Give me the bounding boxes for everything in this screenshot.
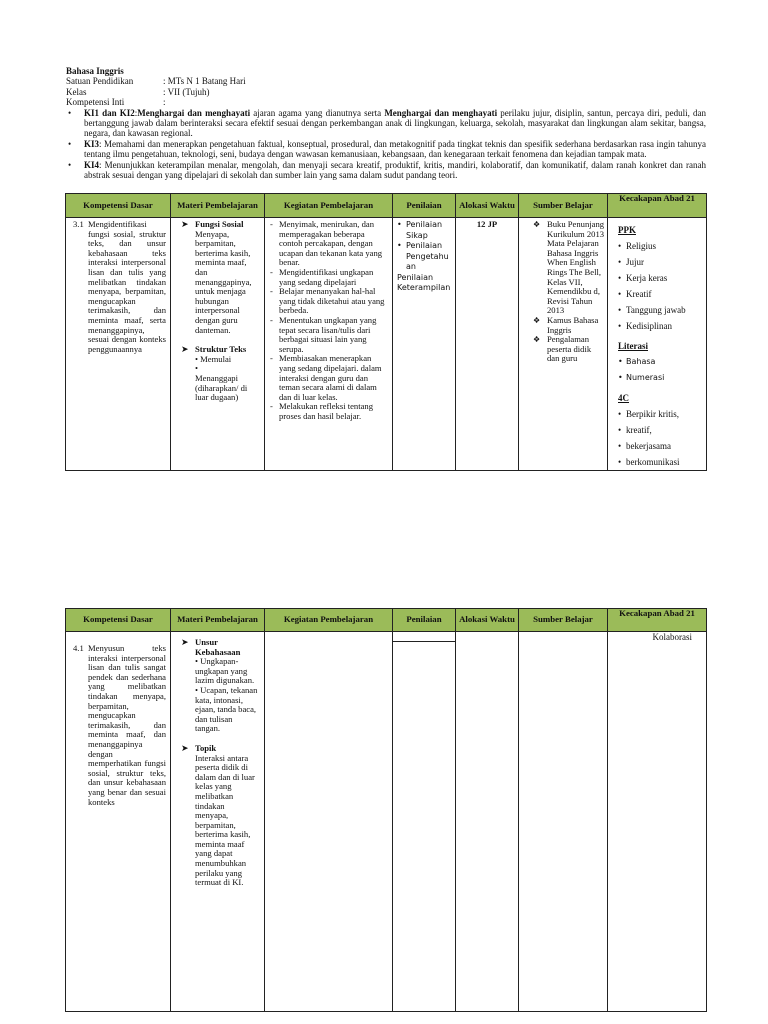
list-item: • Kedisiplinan	[618, 318, 704, 334]
list-item: ❖ Buku Penunjang Kurikulum 2013 Mata Pelajaran Bahasa Inggris When English Rings The Bell, Kelas VII, Kemendikbu d, Revisi Tahun 2013	[533, 220, 605, 316]
arrow-right-icon: ➤	[181, 219, 189, 229]
kd-text: Mengidentifikasi fungsi sosial, struktur teks, dan unsur kebahasaan teks interaksi interpersonal lisan dan tulis yang melibatkan tindakan menyapa, berpamitan, mengucapkan terimakasih, dan meminta maaf, serta menanggapinya, sesuai dengan konteks penggunaannya	[88, 219, 166, 354]
list-item: • Kreatif	[618, 286, 704, 302]
field-label: Kompetensi Inti	[66, 97, 125, 108]
list-item: - Menyimak, menirukan, dan memperagakan beberapa contoh percakapan, dengan ucapan dan tekanan kata yang benar.	[270, 220, 388, 268]
alokasi-cell	[456, 632, 519, 1012]
materi-block	[181, 742, 258, 888]
subject-title: Bahasa Inggris	[66, 66, 124, 76]
sumber-cell	[519, 218, 608, 471]
col-penilaian: Penilaian	[393, 609, 456, 632]
penilaian-cell	[393, 632, 456, 1012]
kd-cell	[66, 218, 171, 471]
col-sumber: Sumber Belajar	[519, 194, 608, 218]
penilaian-cell	[393, 218, 456, 471]
list-item: • Penilaian Pengetahu an	[397, 241, 453, 273]
field-label: Kelas	[66, 86, 87, 97]
field-kelas	[66, 87, 706, 97]
table-header-row	[66, 194, 707, 218]
col-materi: Materi Pembelajaran	[171, 609, 265, 632]
field-satuan	[66, 76, 706, 86]
field-value: :	[163, 97, 166, 108]
list-item: • berkomunikasi	[618, 454, 704, 470]
list-item: • Bahasa	[618, 354, 704, 370]
materi-body: • Memulai • Menanggapi (diharapkan/ di luar dugaan)	[195, 353, 248, 403]
materi-cell	[171, 632, 265, 1012]
list-item: - Belajar menanyakan hal-hal yang tidak diketahui atau yang berbeda.	[270, 287, 388, 316]
col-alokasi: Alokasi Waktu	[456, 609, 519, 632]
ki-item-1: • KI1 dan KI2:Menghargai dan menghayati ajaran agama yang dianutnya serta Menghargai dan menghayati perilaku jujur, disiplin, santun, percaya diri, peduli, dan bertanggung jawab dalam berinteraksi secara efektif sesuai dengan perkembangan anak di lingkungan, keluarga, sekolah, masyarakat dan lingkungan alam sekitar, bangsa, negara, dan kawasan regional.	[66, 108, 706, 139]
list-item: - Menentukan ungkapan yang tepat secara lisan/tulis dari berbagai situasi lain yang serupa.	[270, 316, 388, 354]
arrow-right-icon: ➤	[181, 742, 189, 753]
kolaborasi-label: Kolaborasi	[652, 632, 692, 642]
col-kompetensi-dasar: Kompetensi Dasar	[66, 194, 171, 218]
kegiatan-cell	[265, 218, 393, 471]
document-header	[66, 66, 706, 180]
syllabus-table-1	[65, 193, 707, 471]
list-item: • Penilaian Sikap	[397, 220, 453, 241]
ki-item-3: • KI3: Memahami dan menerapkan pengetahuan faktual, konseptual, prosedural, dan metakognitif pada tingkat teknis dan spesifik sederhana berdasarkan rasa ingin tahunya tentang ilmu pengetahuan, teknologi, seni, budaya dengan wawasan kemanusiaan, kebangsaan, dan kenegaraan terkait fenomena dan kejadian tampak mata.	[66, 139, 706, 160]
col-kecakapan: Kecakapan Abad 21	[608, 609, 707, 632]
syllabus-table-2	[65, 608, 707, 1012]
list-item: Penilaian Keterampilan	[397, 272, 451, 292]
penilaian-list	[393, 218, 455, 294]
ki-item-4: • KI4: Menunjukkan keterampilan menalar, mengolah, dan menyaji secara kreatif, produktif, kritis, mandiri, kolaboratif, dan komunikatif, dalam ranah konkret dan ranah abstrak sesuai dengan yang dipelajari di sekolah dan sumber lain yang sama dalam sudut pandang teori.	[66, 160, 706, 181]
col-kegiatan: Kegiatan Pembelajaran	[265, 609, 393, 632]
alokasi-cell	[456, 218, 519, 471]
ki-list	[66, 108, 706, 181]
col-sumber: Sumber Belajar	[519, 609, 608, 632]
kd-cell	[66, 632, 171, 1012]
kecakapan-cell	[608, 632, 707, 1012]
kegiatan-cell	[265, 632, 393, 1012]
materi-heading: Struktur Teks	[195, 344, 247, 355]
list-item: • Berpikir kritis,	[618, 406, 704, 422]
col-kompetensi-dasar: Kompetensi Dasar	[66, 609, 171, 632]
field-value: : MTs N 1 Batang Hari	[163, 76, 246, 87]
kd-number: 3.1	[73, 219, 84, 229]
kecakapan-cell	[608, 218, 707, 471]
materi-cell	[171, 218, 265, 471]
field-ki	[66, 97, 706, 107]
materi-heading: Unsur Kebahasaan	[195, 637, 241, 657]
list-item: • Tanggung jawab	[618, 302, 704, 318]
materi-body: Interaksi antara peserta didik di dalam dan di luar kelas yang melibatkan tindakan menyapa, berpamitan, berterima kasih, meminta maaf yang dapat menumbuhkan perilaku yang termuat di KI.	[195, 752, 255, 888]
col-alokasi: Alokasi Waktu	[456, 194, 519, 218]
materi-heading: Fungsi Sosial	[195, 219, 244, 229]
arrow-right-icon: ➤	[181, 344, 189, 355]
col-kegiatan: Kegiatan Pembelajaran	[265, 194, 393, 218]
list-item: • bekerjasama	[618, 438, 704, 454]
materi-heading: Topik	[195, 742, 217, 753]
materi-block	[181, 219, 258, 335]
list-item: • kreatif,	[618, 422, 704, 438]
list-item: ❖ Kamus Bahasa Inggris	[533, 316, 605, 335]
list-item: - Melakukan refleksi tentang proses dan hasil belajar.	[270, 402, 388, 421]
list-item: - Mengidentifikasi ungkapan yang sedang dipelajari	[270, 268, 388, 287]
list-item: • Jujur	[618, 254, 704, 270]
kd-number: 4.1	[73, 643, 84, 653]
ppk-title: PPK	[618, 225, 636, 235]
field-label: Satuan Pendidikan	[66, 76, 134, 87]
sumber-list	[519, 218, 607, 364]
materi-block	[181, 637, 258, 734]
table-header-row	[66, 609, 707, 632]
kd-text: Menyusun teks interaksi interpersonal lisan dan tulis sangat pendek dan sederhana yang melibatkan tindakan menyapa, berpamitan, mengucapkan terimakasih, dan meminta maaf, dan menanggapinya dengan memperhatikan fungsi sosial, struktur teks, dan unsur kebahasaan yang benar dan sesuai konteks	[88, 643, 166, 807]
literasi-title: Literasi	[618, 341, 648, 351]
sumber-cell	[519, 632, 608, 1012]
materi-body: Menyapa, berpamitan, berterima kasih, meminta maaf, dan menanggapinya, untuk menjaga hubungan interpersonal dengan guru danteman.	[195, 228, 252, 335]
alokasi-value: 12 JP	[476, 219, 498, 229]
penilaian-divider	[393, 632, 455, 642]
list-item: - Membiasakan menerapkan yang sedang dipelajari. dalam interaksi dengan guru dan teman secara alami di dalam dan di luar kelas.	[270, 354, 388, 402]
materi-body: • Ungkapan-ungkapan yang lazim digunakan. • Ucapan, tekanan kata, intonasi, ejaan, tanda baca, dan tulisan tangan.	[195, 656, 258, 734]
field-value: : VII (Tujuh)	[163, 86, 210, 97]
list-item: • Kerja keras	[618, 270, 704, 286]
materi-block	[181, 344, 258, 403]
list-item: • Religius	[618, 238, 704, 254]
arrow-right-icon: ➤	[181, 637, 189, 647]
list-item: • Numerasi	[618, 370, 704, 386]
table-row	[66, 632, 707, 1012]
table-row	[66, 218, 707, 471]
kegiatan-list	[265, 218, 392, 421]
list-item: ❖ Pengalaman peserta didik dan guru	[533, 335, 605, 364]
col-penilaian: Penilaian	[393, 194, 456, 218]
col-materi: Materi Pembelajaran	[171, 194, 265, 218]
c4-title: 4C	[618, 393, 629, 403]
col-kecakapan: Kecakapan Abad 21	[608, 194, 707, 218]
